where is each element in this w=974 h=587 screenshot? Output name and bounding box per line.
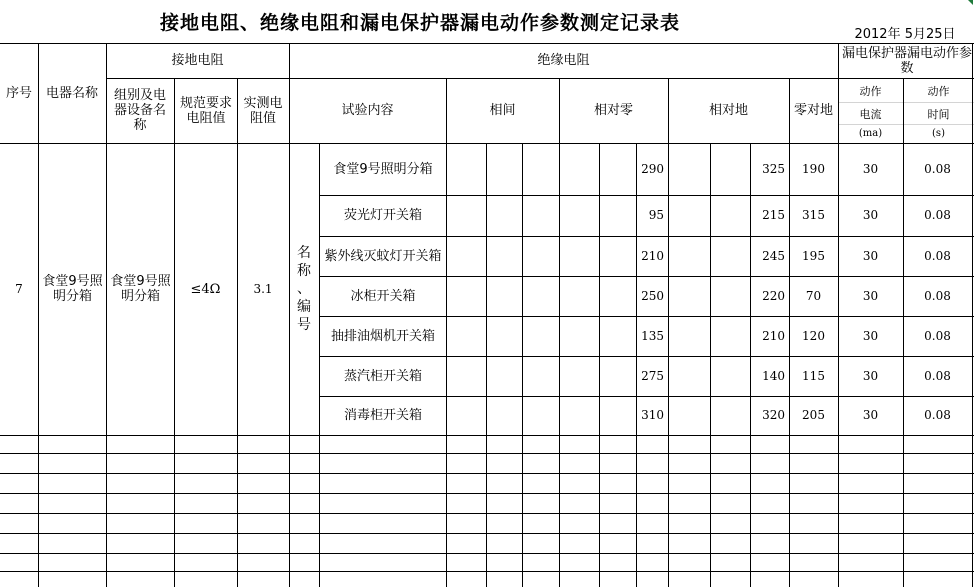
row-test-content: 抽排油烟机开关箱 bbox=[330, 328, 435, 344]
record-name-label bbox=[289, 143, 319, 435]
row-phase-to-zero: 210 bbox=[641, 248, 664, 263]
row-phase-to-ground: 320 bbox=[762, 408, 785, 422]
row-action-time: 0.08 bbox=[924, 161, 951, 176]
row-phase-to-ground: 325 bbox=[762, 161, 785, 176]
grid-line-h bbox=[0, 473, 974, 474]
grid-line-h bbox=[838, 78, 974, 79]
row-action-time: 0.08 bbox=[924, 248, 951, 263]
row-action-current: 30 bbox=[862, 288, 879, 303]
header-test-content: 试验内容 bbox=[341, 103, 394, 118]
grid-line-v bbox=[446, 143, 447, 587]
row-test-content: 食堂9号照明分箱 bbox=[333, 161, 433, 177]
record-group-device: 食堂9号照明分箱 bbox=[110, 274, 171, 304]
row-test-content: 荧光灯开关箱 bbox=[343, 208, 422, 223]
row-zero-to-ground: 120 bbox=[802, 328, 825, 343]
header-action-time-1: 动作 bbox=[927, 84, 950, 98]
header-group-device: 组别及电器设备名称 bbox=[113, 88, 166, 133]
row-action-time: 0.08 bbox=[924, 408, 951, 422]
grid-line-h bbox=[0, 571, 974, 572]
header-phase-to-ground: 相对地 bbox=[708, 103, 748, 118]
grid-line-h bbox=[0, 493, 974, 494]
name-label-char: 号 bbox=[297, 317, 311, 333]
grid-line-h bbox=[838, 102, 974, 103]
grid-line-v bbox=[522, 143, 523, 587]
header-action-time-2: 时间 bbox=[927, 107, 950, 121]
row-action-current: 30 bbox=[862, 328, 879, 343]
name-label-char: 、 bbox=[297, 281, 311, 297]
header-seq: 序号 bbox=[5, 85, 32, 101]
name-label-char: 称 bbox=[297, 263, 311, 279]
grid-line-v bbox=[559, 143, 560, 587]
row-test-content: 冰柜开关箱 bbox=[350, 288, 416, 304]
row-phase-to-zero: 275 bbox=[641, 368, 664, 383]
row-action-time: 0.08 bbox=[924, 368, 951, 383]
grid-line-h bbox=[0, 513, 974, 514]
header-insulation-resistance: 绝缘电阻 bbox=[537, 53, 590, 68]
row-zero-to-ground: 315 bbox=[802, 208, 825, 222]
row-phase-to-ground: 140 bbox=[762, 368, 785, 383]
header-measured-value: 实测电阻值 bbox=[243, 95, 283, 126]
grid-line-v bbox=[486, 143, 487, 587]
row-action-current: 30 bbox=[862, 248, 879, 263]
row-zero-to-ground: 115 bbox=[802, 368, 825, 383]
row-phase-to-ground: 210 bbox=[762, 328, 785, 343]
row-action-current: 30 bbox=[862, 368, 879, 383]
grid-line-v bbox=[599, 143, 600, 587]
header-ground-resistance: 接地电阻 bbox=[171, 53, 224, 68]
grid-line-h bbox=[0, 533, 974, 534]
row-zero-to-ground: 195 bbox=[802, 248, 825, 263]
corner-marker bbox=[968, 0, 973, 5]
record-measured-value: 3.1 bbox=[253, 281, 273, 296]
record-spec-value: ≤4Ω bbox=[190, 281, 221, 297]
row-phase-to-zero: 135 bbox=[641, 328, 664, 343]
row-phase-to-zero: 290 bbox=[641, 161, 664, 176]
grid-line-h bbox=[0, 553, 974, 554]
name-label-char: 名 bbox=[297, 245, 311, 261]
record-date: 2012年 5月25日 bbox=[854, 26, 956, 42]
grid-line-v bbox=[710, 143, 711, 587]
row-zero-to-ground: 70 bbox=[805, 288, 822, 303]
name-label-char: 编 bbox=[297, 299, 311, 315]
grid-line-h bbox=[0, 453, 974, 454]
header-leakage-params: 漏电保护器漏电动作参数 bbox=[842, 45, 973, 76]
header-spec-value: 规范要求电阻值 bbox=[179, 95, 232, 126]
row-phase-to-ground: 215 bbox=[762, 208, 785, 222]
row-phase-to-ground: 245 bbox=[762, 248, 785, 263]
header-time-unit: (s) bbox=[932, 127, 945, 139]
header-action-current-1: 动作 bbox=[859, 84, 882, 98]
header-phase-to-phase: 相间 bbox=[489, 103, 516, 118]
row-action-time: 0.08 bbox=[924, 328, 951, 343]
grid-line-v bbox=[668, 143, 669, 587]
row-test-content: 消毒柜开关箱 bbox=[343, 408, 422, 423]
header-current-unit: (ma) bbox=[858, 127, 883, 139]
row-phase-to-ground: 220 bbox=[762, 288, 785, 303]
row-zero-to-ground: 190 bbox=[802, 161, 825, 176]
sheet-title: 接地电阻、绝缘电阻和漏电保护器漏电动作参数测定记录表 bbox=[159, 11, 680, 34]
record-seq: 7 bbox=[15, 281, 23, 296]
row-action-current: 30 bbox=[862, 208, 879, 222]
row-zero-to-ground: 205 bbox=[802, 408, 825, 422]
header-device-name: 电器名称 bbox=[45, 85, 98, 101]
record-device-name: 食堂9号照明分箱 bbox=[42, 274, 103, 304]
row-action-current: 30 bbox=[862, 408, 879, 422]
header-phase-to-zero: 相对零 bbox=[593, 103, 633, 118]
row-test-content: 紫外线灭蚊灯开关箱 bbox=[324, 248, 442, 264]
header-action-current-2: 电流 bbox=[859, 107, 882, 121]
row-phase-to-zero: 310 bbox=[641, 408, 664, 422]
row-phase-to-zero: 250 bbox=[641, 288, 664, 303]
row-action-current: 30 bbox=[862, 161, 879, 176]
header-zero-to-ground: 零对地 bbox=[793, 103, 833, 118]
row-action-time: 0.08 bbox=[924, 208, 951, 222]
row-test-content: 蒸汽柜开关箱 bbox=[343, 368, 422, 384]
row-action-time: 0.08 bbox=[924, 288, 951, 303]
grid-line-h bbox=[0, 435, 974, 436]
row-phase-to-zero: 95 bbox=[648, 208, 664, 222]
